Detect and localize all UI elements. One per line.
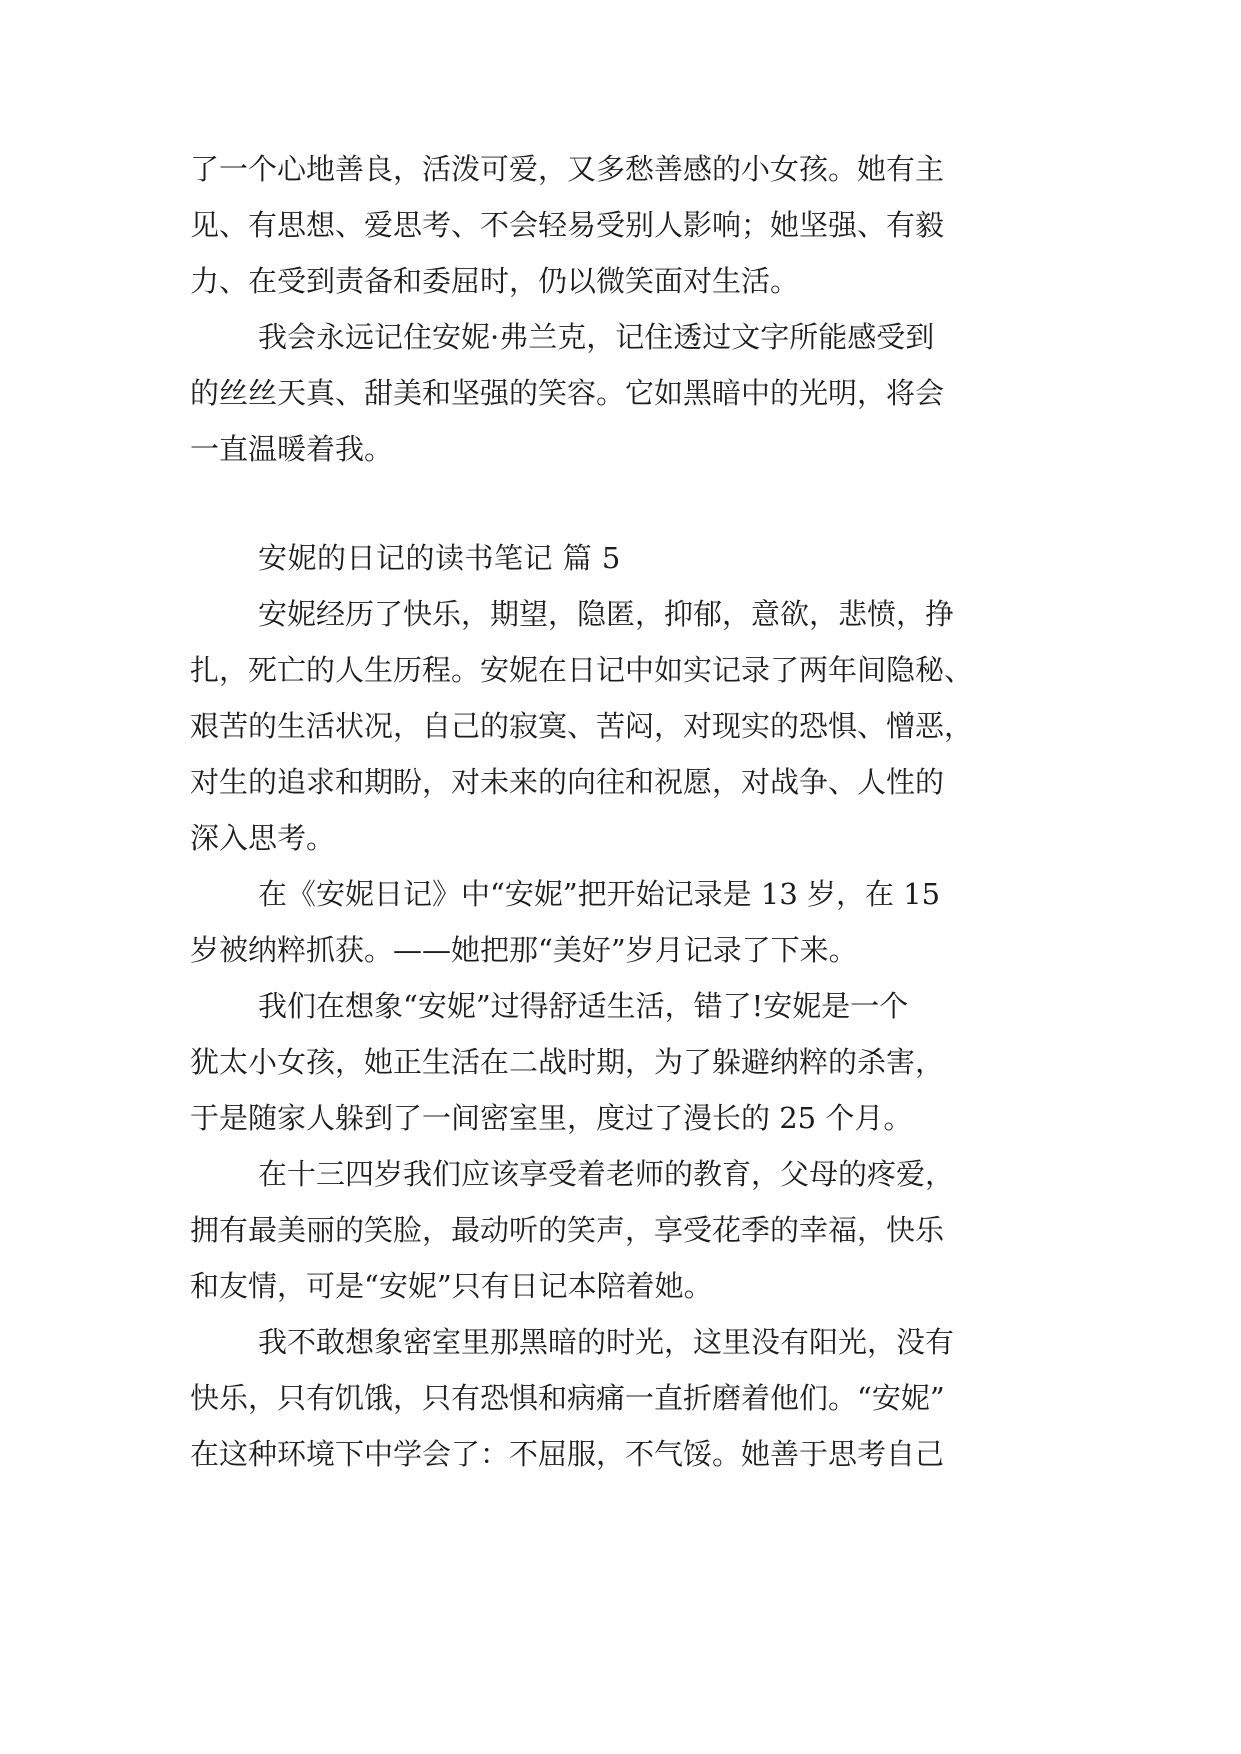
text-line: 安妮经历了快乐，期望，隐匿，抑郁，意欲，悲愤，挣 bbox=[258, 597, 955, 631]
text-line: 了一个心地善良，活泼可爱，又多愁善感的小女孩。她有主 bbox=[190, 152, 945, 186]
text-line: 力、在受到责备和委屈时，仍以微笑面对生活。 bbox=[190, 264, 800, 298]
text-line: 在十三四岁我们应该享受着老师的教育，父母的疼爱， bbox=[258, 1157, 955, 1191]
text-line: 我不敢想象密室里那黑暗的时光，这里没有阳光，没有 bbox=[258, 1325, 955, 1359]
section-title: 安妮的日记的读书笔记 篇 5 bbox=[258, 541, 621, 575]
text-line: 深入思考。 bbox=[190, 821, 336, 855]
text-line: 扎，死亡的人生历程。安妮在日记中如实记录了两年间隐秘、 bbox=[190, 653, 974, 687]
text-line: 岁被纳粹抓获。——她把那“美好”岁月记录了下来。 bbox=[190, 933, 858, 967]
text-line: 和友情，可是“安妮”只有日记本陪着她。 bbox=[190, 1269, 713, 1303]
text-line: 我们在想象“安妮”过得舒适生活，错了!安妮是一个 bbox=[258, 989, 909, 1023]
text-line: 一直温暖着我。 bbox=[190, 432, 394, 466]
text-line: 快乐，只有饥饿，只有恐惧和病痛一直折磨着他们。“安妮” bbox=[190, 1381, 945, 1415]
text-line: 我会永远记住安妮·弗兰克，记住透过文字所能感受到 bbox=[258, 320, 935, 354]
text-line: 对生的追求和期盼，对未来的向往和祝愿，对战争、人性的 bbox=[190, 765, 945, 799]
text-line: 见、有思想、爱思考、不会轻易受别人影响；她坚强、有毅 bbox=[190, 208, 945, 242]
text-line: 在这种环境下中学会了：不屈服，不气馁。她善于思考自己 bbox=[190, 1437, 945, 1471]
text-line: 艰苦的生活状况，自己的寂寞、苦闷，对现实的恐惧、憎恶， bbox=[190, 709, 974, 743]
text-line: 犹太小女孩，她正生活在二战时期，为了躲避纳粹的杀害， bbox=[190, 1045, 945, 1079]
text-line: 拥有最美丽的笑脸，最动听的笑声，享受花季的幸福，快乐 bbox=[190, 1213, 945, 1247]
text-line: 在《安妮日记》中“安妮”把开始记录是 13 岁，在 15 bbox=[258, 877, 941, 911]
text-line: 的丝丝天真、甜美和坚强的笑容。它如黑暗中的光明，将会 bbox=[190, 376, 945, 410]
text-line: 于是随家人躲到了一间密室里，度过了漫长的 25 个月。 bbox=[190, 1101, 913, 1135]
